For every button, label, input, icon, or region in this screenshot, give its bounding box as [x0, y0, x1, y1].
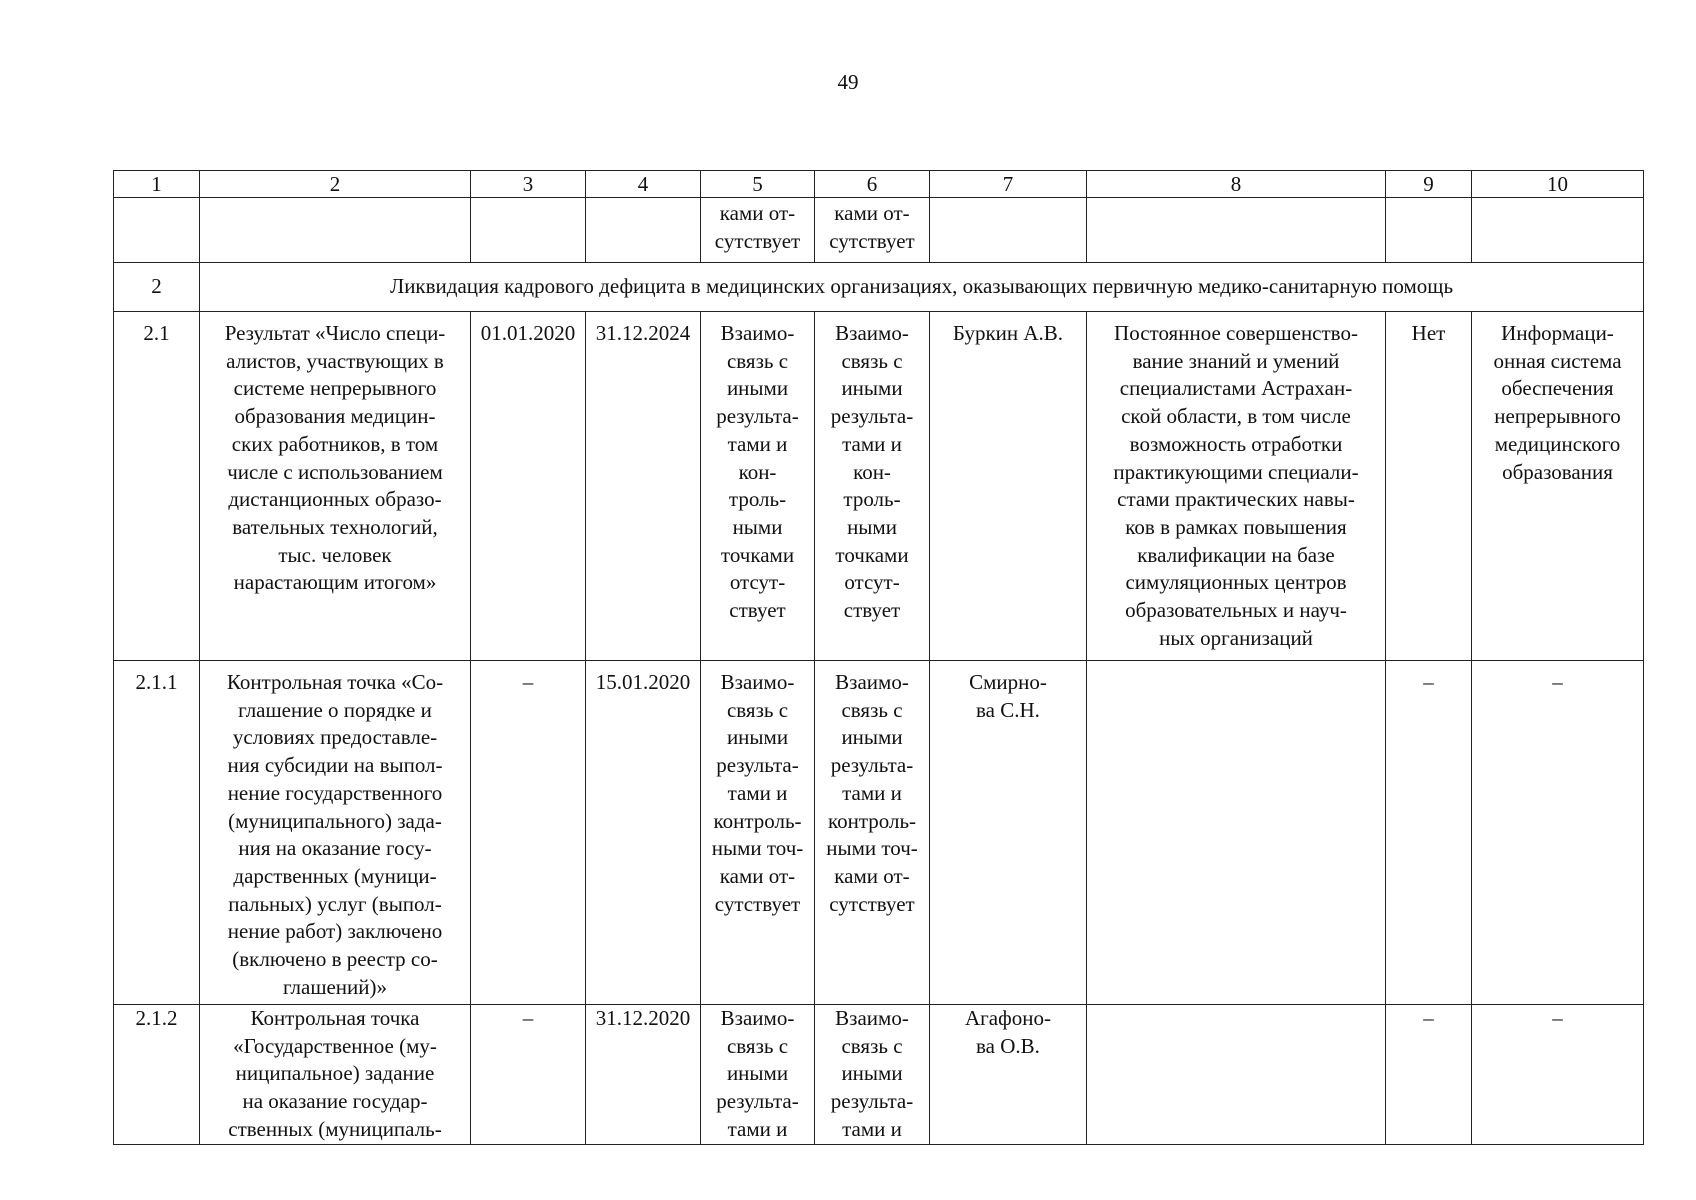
table-cell: [1472, 198, 1644, 263]
col9-cell: –: [1386, 661, 1472, 1005]
row-number: 2.1.2: [114, 1005, 200, 1145]
table-cell: [930, 198, 1087, 263]
responsible-person: Буркин А.В.: [930, 312, 1087, 661]
result-description: [1087, 1005, 1386, 1145]
relation-cell: Взаимо- связь с иными результа- тами и: [701, 1005, 815, 1145]
header-cell: 3: [471, 171, 586, 198]
table-cell: [586, 198, 701, 263]
info-system-cell: –: [1472, 1005, 1644, 1145]
header-cell: 5: [701, 171, 815, 198]
header-cell: 8: [1087, 171, 1386, 198]
row-number: 2.1.1: [114, 661, 200, 1005]
start-date: –: [471, 1005, 586, 1145]
header-cell: 6: [815, 171, 930, 198]
column-number-header-row: [114, 171, 1644, 198]
end-date: 31.12.2020: [586, 1005, 701, 1145]
table-cell: [114, 198, 200, 263]
row-name: Результат «Число специ- алистов, участвующих в системе непрерывного образования медицин- ских работников, в том числе с использованием дистанционных образо- вательных технологий, тыс. человек нарастающим итогом»: [200, 312, 471, 661]
responsible-person: Смирно- ва С.Н.: [930, 661, 1087, 1005]
result-description: Постоянное совершенство- вание знаний и умений специалистами Астрахан- ской области, в том числе возможность отработки практикующими специали- стами практических навы- ков в рамках повышения квалификации на базе симуляционных центров образовательных и науч- ных организаций: [1087, 312, 1386, 661]
table-cell: ками от- сутствует: [701, 198, 815, 263]
table-cell: [1386, 198, 1472, 263]
header-cell: 2: [200, 171, 471, 198]
section-number: 2: [114, 263, 200, 312]
section-row: [114, 263, 1644, 312]
header-cell: 1: [114, 171, 200, 198]
header-cell: 10: [1472, 171, 1644, 198]
table-cell: ками от- сутствует: [815, 198, 930, 263]
responsible-person: Агафоно- ва О.В.: [930, 1005, 1087, 1145]
section-title: Ликвидация кадрового дефицита в медицинских организациях, оказывающих первичную медико-санитарную помощь: [200, 263, 1644, 312]
end-date: 31.12.2024: [586, 312, 701, 661]
page-number: 49: [837, 70, 859, 94]
relation-cell: Взаимо- связь с иными результа- тами и контроль- ными точ- ками от- сутствует: [701, 661, 815, 1005]
relation-cell: Взаимо- связь с иными результа- тами и контроль- ными точ- ками от- сутствует: [815, 661, 930, 1005]
table-row: [114, 1005, 1644, 1145]
table-row: [114, 312, 1644, 661]
relation-cell: Взаимо- связь с иными результа- тами и кон- троль- ными точками отсут- ствует: [701, 312, 815, 661]
row-name: Контрольная точка «Со- глашение о порядке и условиях предоставле- ния субсидии на выпол- нение государственного (муниципального) зада- ния на оказание госу- дарственных (муници- пальных) услуг (выпол- нение работ) заключено (включено в реестр со- глашений)»: [200, 661, 471, 1005]
table-cell: [200, 198, 471, 263]
col9-cell: Нет: [1386, 312, 1472, 661]
table-cell: [1087, 198, 1386, 263]
continuation-row: [114, 198, 1644, 263]
header-cell: 9: [1386, 171, 1472, 198]
row-number: 2.1: [114, 312, 200, 661]
result-description: [1087, 661, 1386, 1005]
relation-cell: Взаимо- связь с иными результа- тами и кон- троль- ными точками отсут- ствует: [815, 312, 930, 661]
row-name: Контрольная точка «Государственное (му- ниципальное) задание на оказание государ- ственных (муниципаль-: [200, 1005, 471, 1145]
relation-cell: Взаимо- связь с иными результа- тами и: [815, 1005, 930, 1145]
end-date: 15.01.2020: [586, 661, 701, 1005]
start-date: 01.01.2020: [471, 312, 586, 661]
table-row: [114, 661, 1644, 1005]
header-cell: 4: [586, 171, 701, 198]
start-date: –: [471, 661, 586, 1005]
info-system-cell: –: [1472, 661, 1644, 1005]
col9-cell: –: [1386, 1005, 1472, 1145]
header-cell: 7: [930, 171, 1087, 198]
table-cell: [471, 198, 586, 263]
plan-table: [113, 170, 1644, 1145]
info-system-cell: Информаци- онная система обеспечения непрерывного медицинского образования: [1472, 312, 1644, 661]
